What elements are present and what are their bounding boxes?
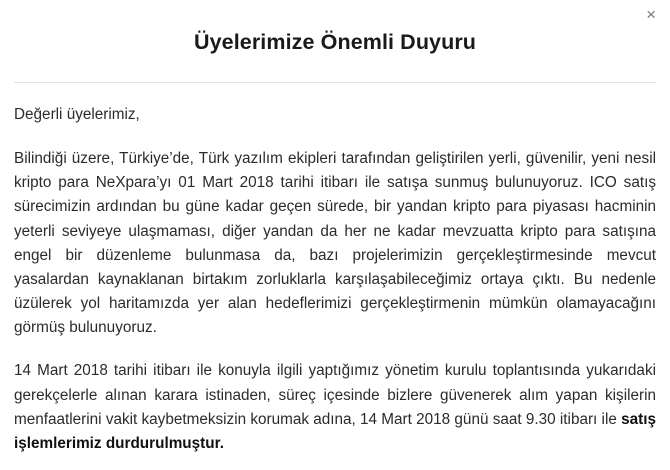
announcement-body <box>0 83 670 456</box>
paragraph-two-emphasis: satış işlemlerimiz durdurulmuştur. <box>14 410 656 452</box>
page-title: Üyelerimize Önemli Duyuru <box>193 30 477 54</box>
paragraph-one: Bilindiği üzere, Türkiye’de, Türk yazılım ekipleri tarafından geliştirilen yerli, güvenilir, yeni nesil kripto para NeXpara’yı 01 Mart 2018 tarihi itibarı ile satışa sunmuş bulunuyoruz. ICO satış sürecimizin ardından bu güne kadar geçen sürede, bir yandan kripto para piyasası hacminin yeterli seviyeye ulaşmaması, diğer yandan da her ne kadar mevzuatta kripto para satışına engel bir düzenleme bulunmasa da, bazı projelerimizin gerçekleştirmesinde mevcut yasalardan kaynaklanan birtakım zorluklarla karşılaşabileceğimiz ortaya çıktı. Bu nedenle üzülerek yol haritamızda yer alan hedeflerimizi gerçekleştirmenin mümkün olamayacağını görmüş bulunuyoruz. <box>14 150 656 337</box>
greeting-text: Değerli üyelerimiz, <box>14 106 140 123</box>
paragraph-two <box>14 359 656 456</box>
paragraph-two-text: 14 Mart 2018 tarihi itibarı ile konuyla ilgili yaptığımız yönetim kurulu toplantısında yukarıdaki gerekçelerle alınan karara istinaden, süreç içesinde bizlere güvenerek alım yapan kişilerin menfaatlerini vakit kaybetmeksizin korumak adına, 14 Mart 2018 günü saat 9.30 itibarı ile <box>14 362 656 428</box>
close-icon[interactable]: × <box>642 4 660 25</box>
